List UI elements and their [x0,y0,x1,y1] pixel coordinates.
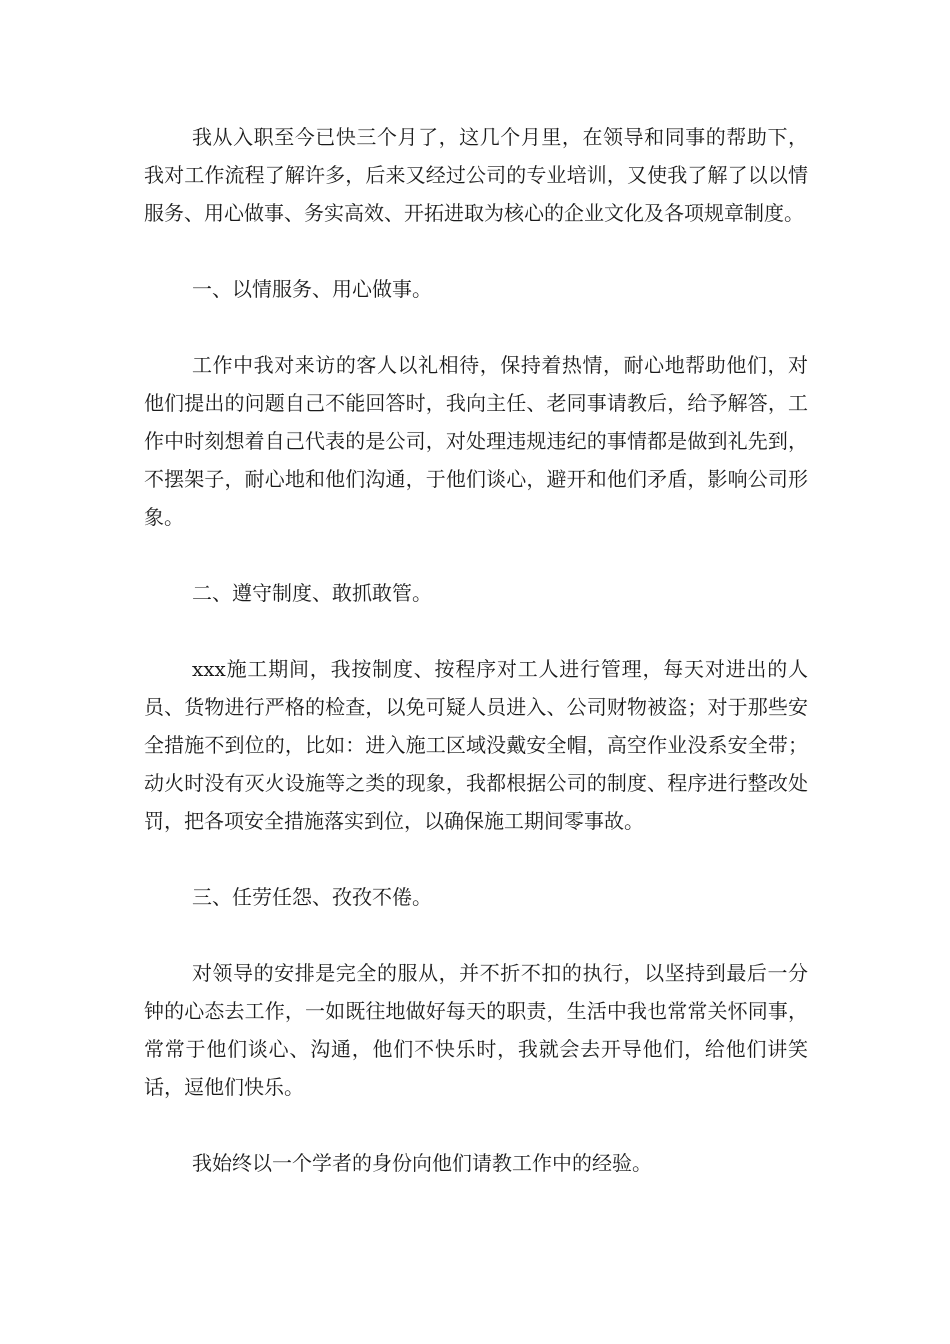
paragraph-spacer [144,916,808,954]
section-heading-3: 三、任劳任怨、孜孜不倦。 [192,885,432,909]
paragraph-spacer [144,536,808,574]
paragraph-spacer [144,840,808,878]
paragraph-spacer [144,612,808,650]
closing-paragraph: 我始终以一个学者的身份向他们请教工作中的经验。 [192,1151,652,1175]
intro-paragraph: 我从入职至今已快三个月了，这几个月里，在领导和同事的帮助下，我对工作流程了解许多，后来又经过公司的专业培训，又使我了解了以以情服务、用心做事、务实高效、开拓进取为核心的企业文化及各项规章制度。 [144,125,808,225]
section-1-paragraph: 工作中我对来访的客人以礼相待，保持着热情，耐心地帮助他们，对他们提出的问题自己不能回答时，我向主任、老同事请教后，给予解答，工作中时刻想着自己代表的是公司，对处理违规违纪的事情都是做到礼先到，不摆架子，耐心地和他们沟通，于他们谈心，避开和他们矛盾，影响公司形象。 [144,353,808,529]
section-3-paragraph: 对领导的安排是完全的服从，并不折不扣的执行，以坚持到最后一分钟的心态去工作，一如既往地做好每天的职责，生活中我也常常关怀同事，常常于他们谈心、沟通，他们不快乐时，我就会去开导他们，给他们讲笑话，逗他们快乐。 [144,961,808,1099]
paragraph-spacer [144,308,808,346]
paragraph-spacer [144,1106,808,1144]
section-heading-2: 二、遵守制度、敢抓敢管。 [192,581,432,605]
section-heading-1: 一、以情服务、用心做事。 [192,277,432,301]
paragraph-spacer [144,232,808,270]
section-2-paragraph: xxx施工期间，我按制度、按程序对工人进行管理，每天对进出的人员、货物进行严格的检查，以免可疑人员进入、公司财物被盗；对于那些安全措施不到位的，比如：进入施工区域没戴安全帽，高空作业没系安全带；动火时没有灭火设施等之类的现象，我都根据公司的制度、程序进行整改处罚，把各项安全措施落实到位，以确保施工期间零事故。 [144,657,808,833]
document-body [144,118,808,1182]
